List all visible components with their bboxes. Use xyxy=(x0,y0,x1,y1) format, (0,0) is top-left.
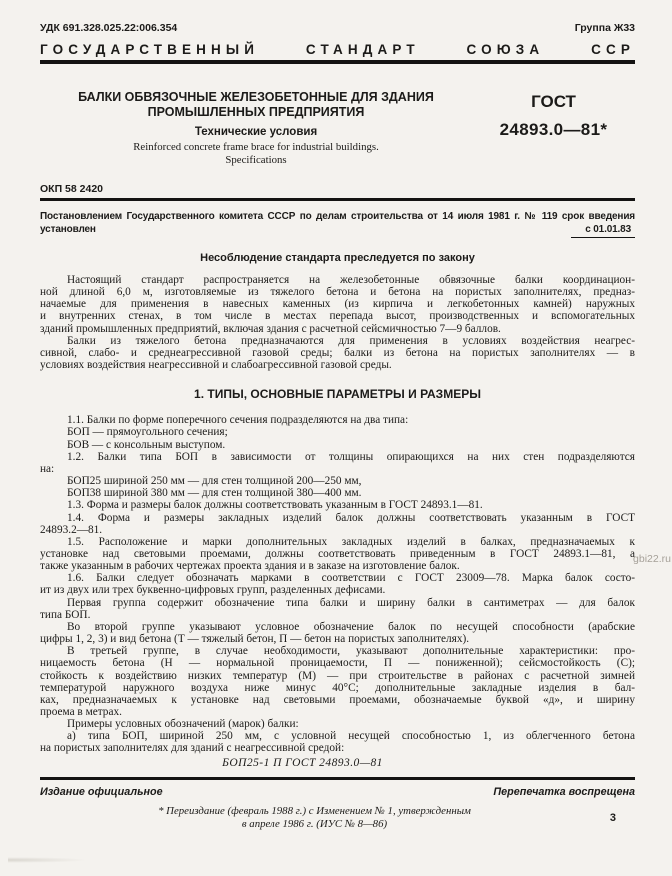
paragraph xyxy=(40,451,635,475)
footnote-line2: в апреле 1986 г. (ИУС № 8—86) xyxy=(241,818,388,831)
text-line: а) типа БОП, шириной 250 мм, с условной несущей способностью 1, из облегченного бетона xyxy=(67,730,635,743)
text-line: начаемые для применения в навесных каменных (из кирпича и легкобетонных камней) наружных xyxy=(40,298,635,311)
section-paragraphs xyxy=(40,414,635,754)
text-line: 1.6. Балки следует обозначать марками в соответствии с ГОСТ 23009—78. Марка балок состо- xyxy=(67,572,635,585)
banner-word: СОЮЗА xyxy=(466,42,545,57)
text-line: зданий промышленных предприятий, включая здания с расчетной сейсмичностью 7—9 баллов. xyxy=(40,322,501,335)
text-line: 1.2. Балки типа БОП в зависимости от толщины опирающихся на них стен подразделяются xyxy=(67,450,635,463)
law-notice: Несоблюдение стандарта преследуется по закону xyxy=(200,252,475,264)
classification-row xyxy=(40,22,635,34)
scan-smudge xyxy=(8,857,88,863)
paragraph xyxy=(40,274,635,335)
state-standard-banner xyxy=(40,42,635,57)
text-line: на: xyxy=(40,462,55,475)
text-line: ит из двух или трех буквенно-цифровых групп, разделенных дефисами. xyxy=(40,584,386,597)
text-line: стойкость к воздействию низких температур (М) — при строительстве в районах с расчетной зимней xyxy=(40,669,635,682)
paragraph xyxy=(40,335,635,371)
paragraph xyxy=(40,572,635,596)
gost-label: ГОСТ xyxy=(531,92,576,111)
title-column xyxy=(40,90,472,166)
paragraph xyxy=(40,439,635,451)
effective-date: с 01.01.83 xyxy=(571,223,635,238)
text-line: сивной, слабо- и среднеагрессивной газовой среды; балки из бетона на пористых заполнителях — в xyxy=(40,346,635,359)
text-line: 1.3. Форма и размеры балок должны соответствовать указанным в ГОСТ 24893.1—81. xyxy=(67,499,483,512)
text-line: и внутренних стенах, в том числе в местах перепада высот, производственных и вспомогательных xyxy=(40,310,635,323)
text-line: типа БОП. xyxy=(40,608,91,621)
text-line: ках, предназначаемых к установке над световыми проемами, обозначаемые буквой «д», и ширину xyxy=(40,693,635,706)
title-block xyxy=(40,90,635,166)
paragraph xyxy=(40,499,635,511)
paragraph xyxy=(40,414,635,426)
banner-word: ССР xyxy=(591,42,635,57)
text-line: 1.1. Балки по форме поперечного сечения подразделяются на два типа: xyxy=(67,414,409,427)
section1-heading: 1. ТИПЫ, ОСНОВНЫЕ ПАРАМЕТРЫ И РАЗМЕРЫ xyxy=(194,387,481,402)
banner-rule xyxy=(40,60,635,64)
text-line: Балки из тяжелого бетона предназначаются для применения в условиях воздействия неагрес- xyxy=(67,334,635,347)
text-line: 1.4. Форма и размеры закладных изделий балок должны соответствовать указанным в ГОСТ xyxy=(67,511,635,524)
footer-row xyxy=(40,786,635,798)
text-line: условиях воздействия неагрессивной и слабоагрессивной газовой среды. xyxy=(40,359,392,372)
udk-code: УДК 691.328.025.22:006.354 xyxy=(40,22,178,34)
text-line: БОП25 шириной 250 мм — для стен толщиной 200—250 мм, xyxy=(67,475,362,488)
document-title-line2: ПРОМЫШЛЕННЫХ ПРЕДПРИЯТИЯ xyxy=(147,105,365,119)
okp-code: ОКП 58 2420 xyxy=(40,183,103,195)
footer-rule xyxy=(40,777,635,780)
text-line: Примеры условных обозначений (марок) балки: xyxy=(67,718,299,731)
text-line: на пористых заполнителях для зданий с неагрессивной средой: xyxy=(40,742,345,755)
decree-line2 xyxy=(40,223,635,238)
text-line: В третьей группе, в случае необходимости, указывают дополнительные характеристики: про- xyxy=(67,645,635,658)
text-line: также указанным в рабочих чертежах проекта здания и в заказе на изготовление балок. xyxy=(40,560,460,573)
text-line: установке над световыми проемами, должны соответствовать приведенным в ГОСТ 24893.1—81, а xyxy=(40,547,635,560)
reprint-prohibited-label: Перепечатка воспрещена xyxy=(493,785,635,798)
paragraph xyxy=(40,597,635,621)
title-english-line2: Specifications xyxy=(225,153,287,166)
text-line: БОП — прямоугольного сечения; xyxy=(67,426,228,439)
paragraph xyxy=(40,645,635,718)
banner-word: СТАНДАРТ xyxy=(305,42,420,57)
text-line: БОВ — с консольным выступом. xyxy=(67,438,226,451)
document-title-line1: БАЛКИ ОБВЯЗОЧНЫЕ ЖЕЛЕЗОБЕТОННЫЕ ДЛЯ ЗДАНИЯ xyxy=(78,90,434,104)
document-subtitle: Технические условия xyxy=(194,126,318,138)
text-line: Во второй группе указывают условное обозначение балок по несущей способности (арабские xyxy=(67,620,635,633)
title-english-line1: Reinforced concrete frame brace for industrial buildings. xyxy=(133,141,379,153)
text-line: ницаемость бетона (Н — нормальной проницаемости, П — пониженной); сейсмостойкость (С); xyxy=(40,657,635,670)
page-number: 3 xyxy=(609,812,616,824)
paragraph xyxy=(40,730,635,754)
site-watermark: gbi22.ru xyxy=(633,553,671,565)
paragraph xyxy=(40,718,635,730)
decree-block xyxy=(40,210,635,238)
paragraph xyxy=(40,621,635,645)
text-line: температурой наружного воздуха ниже минус 40°С; дополнительные закладные изделия в бал- xyxy=(40,681,635,694)
decree-line2-left: установлен xyxy=(40,224,96,235)
intro-paragraphs xyxy=(40,274,635,371)
gost-number: 24893.0—81* xyxy=(499,120,608,139)
text-line: БОП38 шириной 380 мм — для стен толщиной 380—400 мм. xyxy=(67,487,362,500)
group-code: Группа Ж33 xyxy=(574,22,635,34)
paragraph xyxy=(40,536,635,572)
example-mark: БОП25-1 П ГОСТ 24893.0—81 xyxy=(222,756,383,769)
reissue-footnote xyxy=(40,805,635,832)
okp-rule xyxy=(40,198,635,201)
official-edition-label: Издание официальное xyxy=(40,785,163,798)
text-line: 1.5. Расположение и марки дополнительных закладных изделий в балках, предназначаемых к xyxy=(67,535,635,548)
banner-word: ГОСУДАРСТВЕННЫЙ xyxy=(40,42,260,57)
text-line: проема в метрах. xyxy=(40,706,122,718)
paragraph xyxy=(40,487,635,499)
text-line: цифры 1, 2, 3) и вид бетона (Т — тяжелый бетон, П — бетон на пористых заполнителях). xyxy=(40,633,470,646)
paragraph xyxy=(40,512,635,536)
decree-line1: Постановлением Государственного комитета СССР по делам строительства от 14 июля 1981 г. № 119 срок введения xyxy=(40,211,635,222)
text-line: Настоящий стандарт распространяется на железобетонные обвязочные балки координацион- xyxy=(67,274,635,286)
text-line: 24893.2—81. xyxy=(40,523,103,536)
text-line: Первая группа содержит обозначение типа балки и ширину балки в сантиметрах — для балок xyxy=(67,596,635,609)
gost-number-box xyxy=(472,90,635,166)
text-line: ной длиной 6,0 м, изготовляемые из тяжелого бетона и бетона на пористых заполнителях, предназ- xyxy=(40,286,635,299)
paragraph xyxy=(40,426,635,438)
paragraph xyxy=(40,475,635,487)
footnote-line1: * Переиздание (февраль 1988 г.) с Изменением № 1, утвержденным xyxy=(158,804,471,817)
